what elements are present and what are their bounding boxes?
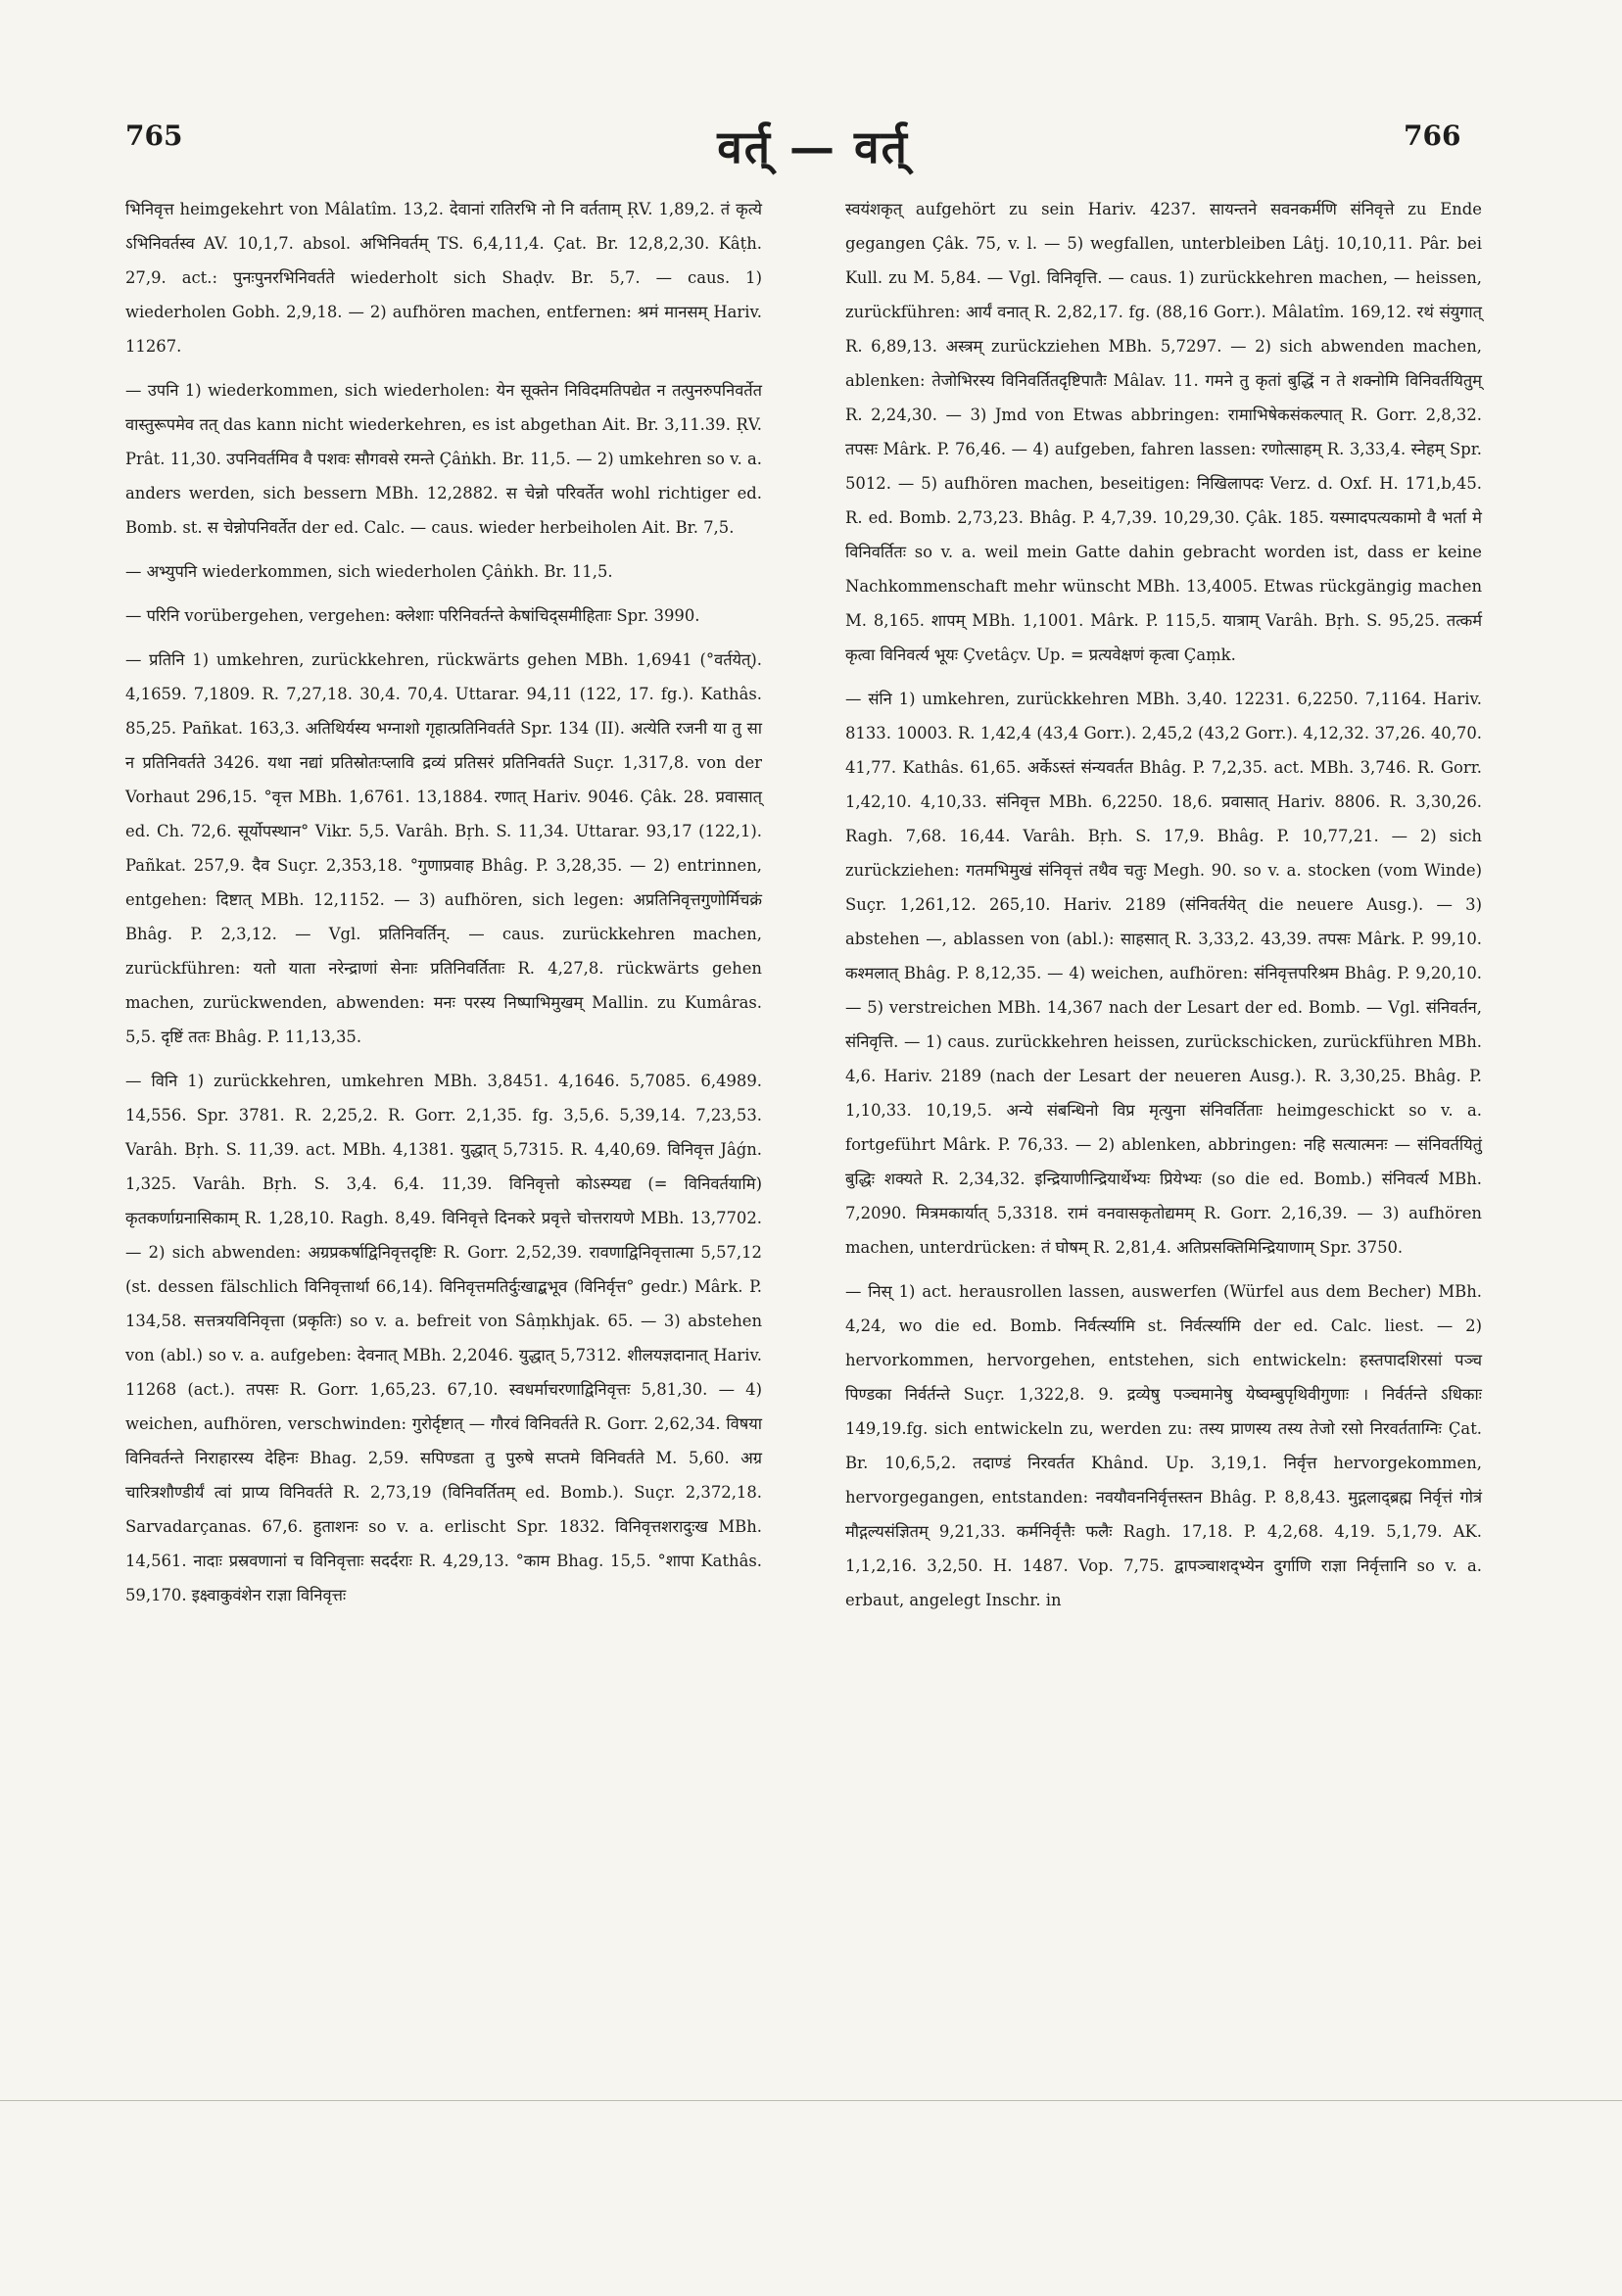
right-page-number: 766 [1404,120,1461,152]
paragraph: — निस् 1) act. herausrollen lassen, auswerfen (Würfel aus dem Becher) MBh. 4,24, wo die ed. Bomb. निर्वर्त्स्यामि st. निर्वर्त्स्यामि der ed. Calc. liest. — 2) hervorkommen, hervorgehen, entstehen, sich entwickeln: हस्तपादशिरसां पञ्च पिण्डका निर्वर्तन्ते Suçr. 1,322,8. 9. द्रव्येषु पञ्चमानेषु येष्वम्बुपृथिवीगुणाः । निर्वर्तन्ते ऽधिकाः 149,19.fg. sich entwickeln zu, werden zu: तस्य प्राणस्य तस्य तेजो रसो निरवर्तताग्निः Çat. Br. 10,6,5,2. तदाण्डं निरवर्तत Khând. Up. 3,19,1. निर्वृत्त hervorgekommen, hervorgegangen, entstanden: नवयौवननिर्वृत्तस्तन Bhâg. P. 8,8,43. मुद्गलाद्ब्रह्म निर्वृत्तं गोत्रं मौद्गल्यसंज्ञितम् 9,21,33. कर्मनिर्वृत्तैः फलैः Ragh. 17,18. P. 4,2,68. 4,19. 5,1,79. AK. 1,1,2,16. 3,2,50. H. 1487. Vop. 7,75. द्वापञ्चाशद्भ्येन दुर्गाणि राज्ञा निर्वृत्तानि so v. a. erbaut, angelegt Inschr. in [845,1282,1482,1609]
left-column [125,192,762,1622]
paragraph: भिनिवृत्त heimgekehrt von Mâlatîm. 13,2. देवानां रातिरभि नो नि वर्तताम् ṚV. 1,89,2. तं कृत्ये ऽभिनिवर्तस्व AV. 10,1,7. absol. अभिनिवर्तम् TS. 6,4,11,4. Çat. Br. 12,8,2,30. Kâṭh. 27,9. act.: पुनःपुनरभिनिवर्तते wiederholt sich Shaḍv. Br. 5,7. — caus. 1) wiederholen Gobh. 2,9,18. — 2) aufhören machen, entfernen: श्रमं मानसम् Hariv. 11267. [125,200,762,356]
left-page-number: 765 [125,120,183,152]
paragraph: — उपनि 1) wiederkommen, sich wiederholen: येन सूक्तेन निविदमतिपद्येत न तत्पुनरुपनिवर्तेत वास्तुरूपमेव तत् das kann nicht wiederkehren, es ist abgethan Ait. Br. 3,11.39. ṚV. Prât. 11,30. उपनिवर्तमिव वै पशवः सौगवसे रमन्ते Çâṅkh. Br. 11,5. — 2) umkehren so v. a. anders werden, sich bessern MBh. 12,2882. स चेन्नो परिवर्तेत wohl richtiger ed. Bomb. st. स चेन्नोपनिवर्तेत der ed. Calc. — caus. wieder herbeiholen Ait. Br. 7,5. [125,381,762,537]
paragraph: स्वयंशकृत् aufgehört zu sein Hariv. 4237. सायन्तने सवनकर्मणि संनिवृत्ते zu Ende gegangen Çâk. 75, v. l. — 5) wegfallen, unterbleiben Lâṭj. 10,10,11. Pâr. bei Kull. zu M. 5,84. — Vgl. विनिवृत्ति. — caus. 1) zurückkehren machen, — heissen, zurückführen: आर्यं वनात् R. 2,82,17. fg. (88,16 Gorr.). Mâlatîm. 169,12. रथं संयुगात् R. 6,89,13. अस्त्रम् zurückziehen MBh. 5,7297. — 2) sich abwenden machen, ablenken: तेजोभिरस्य विनिवर्तितदृष्टिपातैः Mâlav. 11. गमने तु कृतां बुद्धिं न ते शक्नोमि विनिवर्तयितुम् R. 2,24,30. — 3) Jmd von Etwas abbringen: रामाभिषेकसंकल्पात् R. Gorr. 2,8,32. तपसः Mârk. P. 76,46. — 4) aufgeben, fahren lassen: रणोत्साहम् R. 3,33,4. स्नेहम् Spr. 5012. — 5) aufhören machen, beseitigen: निखिलापदः Verz. d. Oxf. H. 171,b,45. R. ed. Bomb. 2,73,23. Bhâg. P. 4,7,39. 10,29,30. Çâk. 185. यस्मादपत्यकामो वै भर्ता मे विनिवर्तितः so v. a. weil mein Gatte dahin gebracht worden ist, dass er keine Nachkommenschaft mehr wünscht MBh. 13,4005. Etwas rückgängig machen M. 8,165. शापम् MBh. 1,1001. Mârk. P. 115,5. यात्राम् Varâh. Bṛh. S. 95,25. तत्कर्म कृत्वा विनिवर्त्य भूयः Çvetâçv. Up. = प्रत्यवेक्षणं कृत्वा Çaṃk. [845,200,1482,664]
paragraph: — प्रतिनि 1) umkehren, zurückkehren, rückwärts gehen MBh. 1,6941 (°वर्तयेत्). 4,1659. 7,1809. R. 7,27,18. 30,4. 70,4. Uttarar. 94,11 (122, 17. fg.). Kathâs. 85,25. Pañkat. 163,3. अतिथिर्यस्य भग्नाशो गृहात्प्रतिनिवर्तते Spr. 134 (II). अत्येति रजनी या तु सा न प्रतिनिवर्तते 3426. यथा नद्यां प्रतिस्रोतःप्लावि द्रव्यं प्रतिसरं प्रतिनिवर्तते Suçr. 1,317,8. von der Vorhaut 296,15. °वृत्त MBh. 1,6761. 13,1884. रणात् Hariv. 9046. Çâk. 28. प्रवासात् ed. Ch. 72,6. सूर्योपस्थान° Vikr. 5,5. Varâh. Bṛh. S. 11,34. Uttarar. 93,17 (122,1). Pañkat. 257,9. दैव Suçr. 2,353,18. °गुणाप्रवाह Bhâg. P. 3,28,35. — 2) entrinnen, entgehen: दिष्टात् MBh. 12,1152. — 3) aufhören, sich legen: अप्रतिनिवृत्तगुणोर्मिचक्रं Bhâg. P. 2,3,12. — Vgl. प्रतिनिवर्तिन्. — caus. zurückkehren machen, zurückführen: यतो याता नरेन्द्राणां सेनाः प्रतिनिवर्तिताः R. 4,27,8. rückwärts gehen machen, zurückwenden, abwenden: मनः परस्य निष्पाभिमुखम् Mallin. zu Kumâras. 5,5. दृष्टिं ततः Bhâg. P. 11,13,35. [125,650,762,1046]
paragraph: — परिनि vorübergehen, vergehen: क्लेशाः परिनिवर्तन्ते केषांचिद्समीहिताः Spr. 3990. [125,606,700,625]
page-header [0,0,1622,176]
paragraph: — विनि 1) zurückkehren, umkehren MBh. 3,8451. 4,1646. 5,7085. 6,4989. 14,556. Spr. 3781. R. 2,25,2. R. Gorr. 2,1,35. fg. 3,5,6. 5,39,14. 7,23,53. Varâh. Bṛh. S. 11,39. act. MBh. 4,1381. युद्धात् 5,7315. R. 4,40,69. विनिवृत्त Jâǵn. 1,325. Varâh. Bṛh. S. 3,4. 6,4. 11,39. विनिवृत्तो कोऽस्म्यद्य (= विनिवर्तयामि) कृतकर्णाग्रनासिकाम् R. 1,28,10. Ragh. 8,49. विनिवृत्ते दिनकरे प्रवृत्ते चोत्तरायणे MBh. 13,7702. — 2) sich abwenden: अग्रप्रकर्षाद्विनिवृत्तदृष्टिः R. Gorr. 2,52,39. रावणाद्विनिवृत्तात्मा 5,57,12 (st. dessen fälschlich विनिवृत्तार्था 66,14). विनिवृत्तमतिर्दुःखाद्बभूव (विनिर्वृत्त° gedr.) Mârk. P. 134,58. सत्तत्रयविनिवृत्ता (प्रकृतिः) so v. a. befreit von Sâṃkhjak. 65. — 3) abstehen von (abl.) so v. a. aufgeben: देवनात् MBh. 2,2046. युद्धात् 5,7312. शीलयज्ञदानात् Hariv. 11268 (act.). तपसः R. Gorr. 1,65,23. 67,10. स्वधर्माचरणाद्विनिवृत्तः 5,81,30. — 4) weichen, aufhören, verschwinden: गुरोर्दृष्टात् — गौरवं विनिवर्तते R. Gorr. 2,62,34. विषया विनिवर्तन्ते निराहारस्य देहिनः Bhag. 2,59. सपिण्डता तु पुरुषे सप्तमे विनिवर्तते M. 5,60. अग्र चारित्रशौण्डीर्यं त्वां प्राप्य विनिवर्तते R. 2,73,19 (विनिवर्तितम् ed. Bomb.). Suçr. 2,372,18. Sarvadarçanas. 67,6. हुताशनः so v. a. erlischt Spr. 1832. विनिवृत्तशरादुःख MBh. 14,561. नादाः प्रस्रवणानां च विनिवृत्ताः सदर्दराः R. 4,29,13. °काम Bhag. 15,5. °शापा Kathâs. 59,170. इक्ष्वाकुवंशेन राज्ञा विनिवृत्तः [125,1072,762,1604]
right-column [845,192,1482,1627]
paragraph: — संनि 1) umkehren, zurückkehren MBh. 3,40. 12231. 6,2250. 7,1164. Hariv. 8133. 10003. R. 1,42,4 (43,4 Gorr.). 2,45,2 (43,2 Gorr.). 4,12,32. 37,26. 40,70. 41,77. Kathâs. 61,65. अर्केऽस्तं संन्यवर्तत Bhâg. P. 7,2,35. act. MBh. 3,746. R. Gorr. 1,42,10. 4,10,33. संनिवृत्त MBh. 6,2250. 18,6. प्रवासात् Hariv. 8806. R. 3,30,26. Ragh. 7,68. 16,44. Varâh. Bṛh. S. 17,9. Bhâg. P. 10,77,21. — 2) sich zurückziehen: गतमभिमुखं संनिवृत्तं तथैव चतुः Megh. 90. so v. a. stocken (vom Winde) Suçr. 1,261,12. 265,10. Hariv. 2189 (संनिवर्तयेत् die neuere Ausg.). — 3) abstehen —, ablassen von (abl.): साहसात् R. 3,33,2. 43,39. तपसः Mârk. P. 99,10. कश्मलात् Bhâg. P. 8,12,35. — 4) weichen, aufhören: संनिवृत्तपरिश्रम Bhâg. P. 9,20,10. — 5) verstreichen MBh. 14,367 nach der Lesart der ed. Bomb. — Vgl. संनिवर्तन, संनिवृत्ति. — 1) caus. zurückkehren heissen, zurückschicken, zurückführen MBh. 4,6. Hariv. 2189 (nach der Lesart der neueren Ausg.). R. 3,30,25. Bhâg. P. 1,10,33. 10,19,5. अन्ये संबन्धिनो विप्र मृत्युना संनिवर्तिताः heimgeschickt so v. a. fortgeführt Mârk. P. 76,33. — 2) ablenken, abbringen: नहि सत्यात्मनः — संनिवर्तयितुं बुद्धिः शक्यते R. 2,34,32. इन्द्रियाणीन्द्रियार्थेभ्यः प्रियेभ्यः (so die ed. Bomb.) संनिवर्त्य MBh. 7,2090. मित्रमकार्यात् 5,3318. रामं वनवासकृतोद्यमम् R. Gorr. 2,16,39. — 3) aufhören machen, unterdrücken: तं घोषम् R. 2,81,4. अतिप्रसक्तिमिन्द्रियाणाम् Spr. 3750. [845,690,1482,1257]
page-bottom-rule [0,2100,1622,2101]
running-title: वर्त् — वर्त् [717,120,909,173]
paragraph: — अभ्युपनि wiederkommen, sich wiederholen Çâṅkh. Br. 11,5. [125,562,613,581]
